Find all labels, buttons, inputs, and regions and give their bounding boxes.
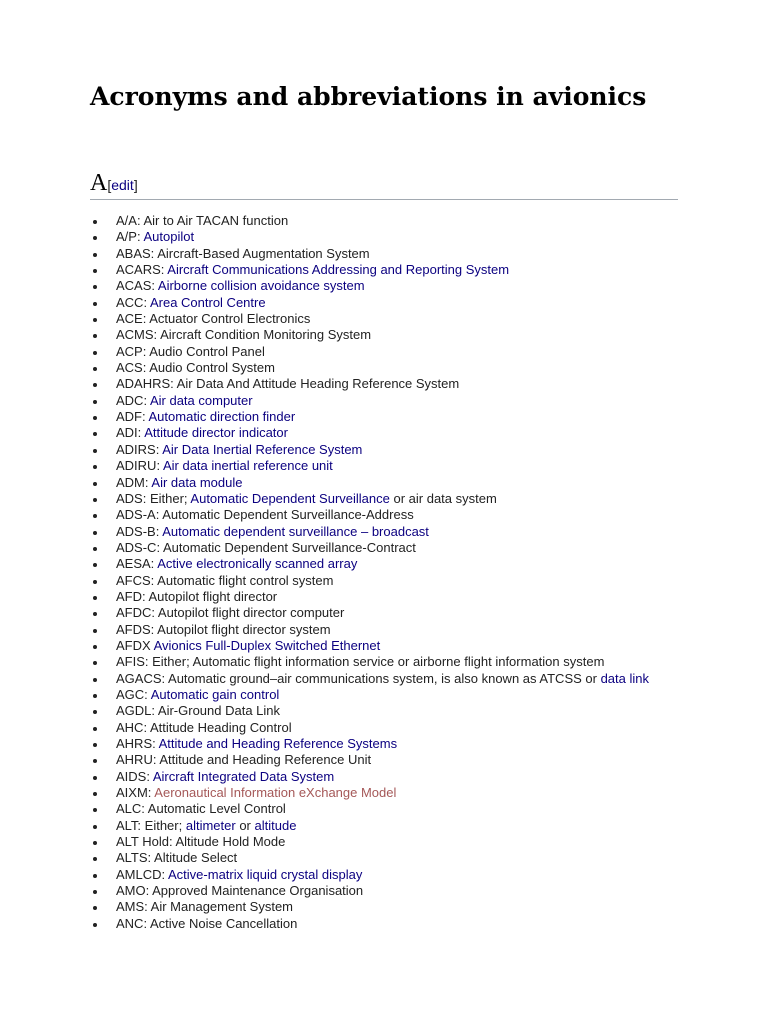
entry-link[interactable]: Attitude director indicator <box>144 425 288 441</box>
entry-text: ADM: <box>116 474 152 490</box>
list-item <box>90 801 649 817</box>
entry-text: AESA: <box>116 556 158 572</box>
entry-link[interactable]: altimeter <box>185 817 236 833</box>
entry-text: AFDX <box>116 637 154 653</box>
entry-link[interactable]: Area Control Centre <box>149 294 266 310</box>
section-letter: A <box>90 170 108 196</box>
entry-text: AHRS: <box>116 736 159 751</box>
entry-text: A/P: <box>116 229 144 245</box>
page-title: Acronyms and abbreviations in avionics <box>90 82 647 111</box>
entry-text: ACC: <box>116 294 150 310</box>
list-item <box>90 573 649 589</box>
list-item <box>90 834 649 850</box>
entry-text: ALC: Automatic Level Control <box>116 801 286 817</box>
list-item <box>90 278 649 294</box>
entry-text: or air data system <box>389 490 497 506</box>
list-item <box>90 491 649 507</box>
list-item <box>90 246 649 262</box>
list-item <box>90 671 649 687</box>
entry-text: ACMS: Aircraft Condition Monitoring System <box>116 327 372 343</box>
list-item <box>90 916 649 932</box>
entry-text: or <box>235 817 255 833</box>
entry-link[interactable]: Air data module <box>151 474 243 490</box>
section-heading-a <box>90 170 678 200</box>
entry-text: ADS: Either; <box>116 490 191 506</box>
entry-text: AGDL: Air-Ground Data Link <box>116 703 281 719</box>
list-item <box>90 638 649 654</box>
list-item <box>90 654 649 670</box>
list-item <box>90 556 649 572</box>
entry-text: ACAS: <box>116 278 158 294</box>
entry-text: ADS-A: Automatic Dependent Surveillance-Address <box>116 507 414 523</box>
entry-link[interactable]: Avionics Full-Duplex Switched Ethernet <box>153 637 381 653</box>
list-item <box>90 425 649 441</box>
list-item <box>90 540 649 556</box>
list-item <box>90 311 649 327</box>
list-item <box>90 360 649 376</box>
entry-text: AFCS: Automatic flight control system <box>116 572 334 588</box>
entry-link[interactable]: Automatic direction finder <box>148 409 296 425</box>
list-item <box>90 327 649 343</box>
entry-text: AFIS: Either; Automatic flight information service or airborne flight information system <box>116 654 605 670</box>
entry-link[interactable]: Attitude and Heading Reference Systems <box>158 736 398 751</box>
entry-text: AFDS: Autopilot flight director system <box>116 621 331 637</box>
entry-link[interactable]: Automatic dependent surveillance – broadcast <box>162 523 429 539</box>
list-item <box>90 850 649 866</box>
list-item <box>90 899 649 915</box>
list-item <box>90 720 649 736</box>
edit-close-bracket: ] <box>133 177 138 193</box>
entry-link[interactable]: data link <box>600 670 649 686</box>
list-item <box>90 344 649 360</box>
list-item <box>90 867 649 883</box>
entry-text: AIDS: <box>116 768 153 784</box>
entry-text: ALT: Either; <box>116 817 186 833</box>
entry-link[interactable]: Airborne collision avoidance system <box>157 278 365 294</box>
entry-link[interactable]: Air Data Inertial Reference System <box>162 441 363 457</box>
list-item <box>90 883 649 899</box>
list-item <box>90 752 649 768</box>
entry-text: AGACS: Automatic ground–air communications system, is also known as ATCSS or <box>116 670 601 686</box>
entry-text: AHC: Attitude Heading Control <box>116 719 292 735</box>
list-item <box>90 229 649 245</box>
entry-text: ALTS: Altitude Select <box>116 850 238 866</box>
entry-text: ACARS: <box>116 262 168 278</box>
entry-text: AFDC: Autopilot flight director computer <box>116 605 345 621</box>
entry-link[interactable]: altitude <box>254 817 297 833</box>
list-item <box>90 458 649 474</box>
entry-text: ADF: <box>116 409 149 425</box>
entry-link[interactable]: Air data inertial reference unit <box>162 458 333 474</box>
list-item <box>90 262 649 278</box>
entry-text: ADS-C: Automatic Dependent Surveillance-Contract <box>116 539 416 555</box>
entry-text: AIXM: <box>116 785 155 801</box>
list-item <box>90 622 649 638</box>
entry-text: AHRU: Attitude and Heading Reference Unit <box>116 752 372 768</box>
entry-text: ANC: Active Noise Cancellation <box>116 915 298 931</box>
entry-text: A/A: Air to Air TACAN function <box>116 213 289 228</box>
list-item <box>90 524 649 540</box>
list-item <box>90 376 649 392</box>
edit-section-link[interactable]: edit <box>111 177 134 193</box>
entry-link[interactable]: Aeronautical Information eXchange Model <box>154 785 397 801</box>
entry-text: ADS-B: <box>116 523 163 539</box>
entry-link[interactable]: Automatic gain control <box>150 686 280 702</box>
entry-link[interactable]: Active-matrix liquid crystal display <box>168 866 363 882</box>
list-item <box>90 589 649 605</box>
entry-text: AMLCD: <box>116 866 169 882</box>
list-item <box>90 818 649 834</box>
entry-link[interactable]: Aircraft Communications Addressing and Reporting System <box>167 262 510 278</box>
list-item <box>90 785 649 801</box>
entry-link[interactable]: Active electronically scanned array <box>157 556 358 572</box>
acronym-list <box>90 213 649 932</box>
entry-text: ACE: Actuator Control Electronics <box>116 311 311 327</box>
entry-link[interactable]: Air data computer <box>149 392 253 408</box>
entry-link[interactable]: Automatic Dependent Surveillance <box>190 490 390 506</box>
list-item <box>90 769 649 785</box>
edit-open-bracket: [ <box>107 177 112 193</box>
list-item <box>90 475 649 491</box>
entry-text: AFD: Autopilot flight director <box>116 588 278 604</box>
entry-text: ADIRS: <box>116 441 163 457</box>
list-item <box>90 409 649 425</box>
list-item <box>90 687 649 703</box>
entry-link[interactable]: Aircraft Integrated Data System <box>152 768 335 784</box>
list-item <box>90 393 649 409</box>
entry-text: AMS: Air Management System <box>116 899 294 915</box>
entry-text: ADAHRS: Air Data And Attitude Heading Reference System <box>116 376 460 392</box>
entry-text: ALT Hold: Altitude Hold Mode <box>116 834 286 850</box>
entry-text: ABAS: Aircraft-Based Augmentation System <box>116 245 370 261</box>
entry-text: ADI: <box>116 425 145 441</box>
entry-text: ACS: Audio Control System <box>116 360 275 376</box>
list-item <box>90 507 649 523</box>
list-item <box>90 442 649 458</box>
entry-text: AGC: <box>116 686 151 702</box>
list-item <box>90 736 649 752</box>
entry-text: ADC: <box>116 392 150 408</box>
entry-text: AMO: Approved Maintenance Organisation <box>116 883 364 899</box>
entry-link[interactable]: Autopilot <box>143 229 195 245</box>
list-item <box>90 703 649 719</box>
entry-text: ADIRU: <box>116 458 163 474</box>
entry-text: ACP: Audio Control Panel <box>116 343 265 359</box>
list-item <box>90 213 649 229</box>
list-item <box>90 295 649 311</box>
list-item <box>90 605 649 621</box>
